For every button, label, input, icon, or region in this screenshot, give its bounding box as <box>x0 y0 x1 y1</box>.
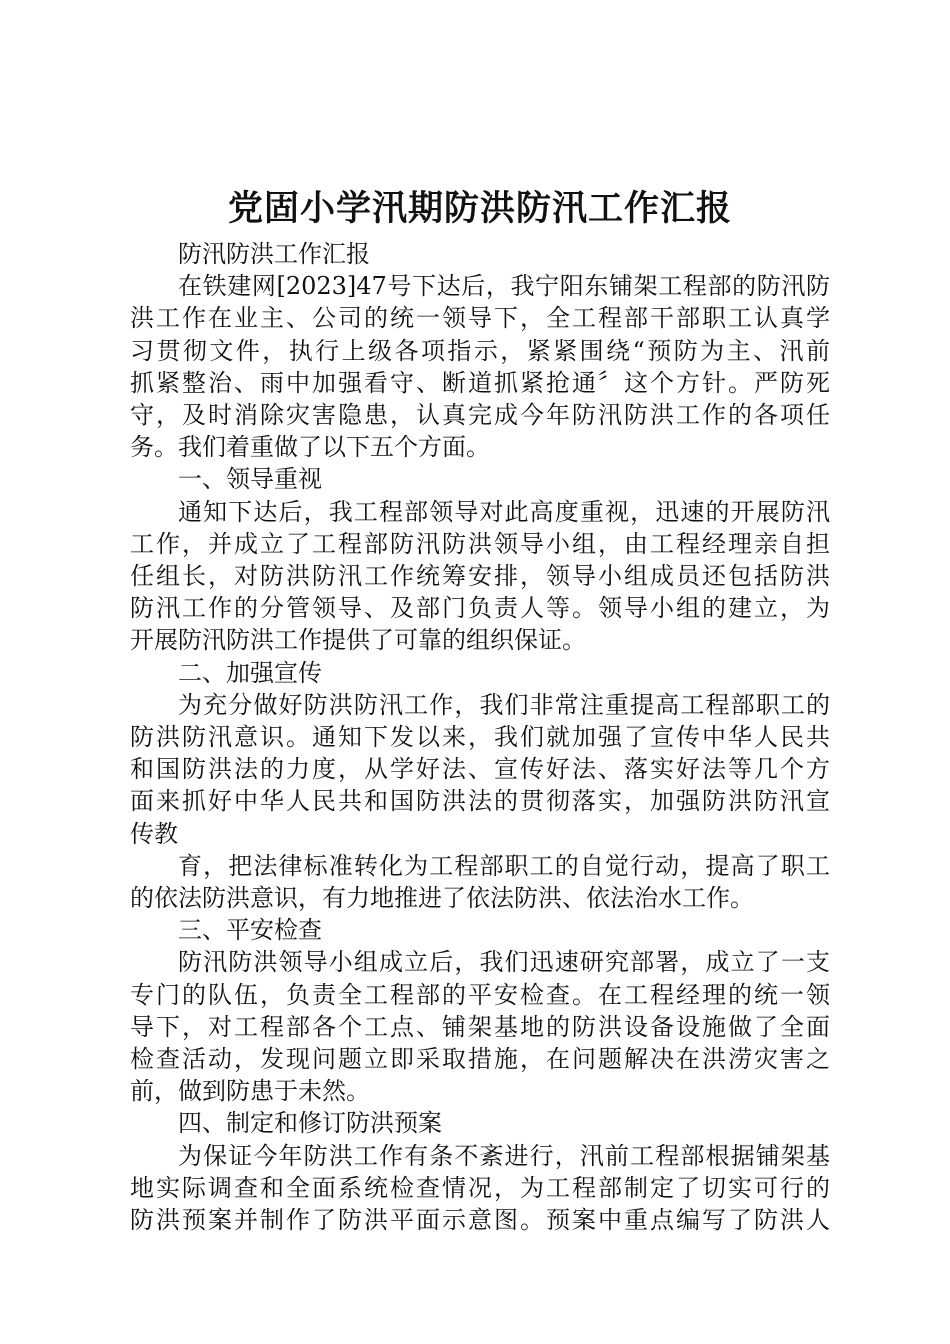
text-line: 的依法防洪意识，有力地推进了依法防洪、依法治水工作。 <box>130 884 754 913</box>
text-line: 前，做到防患于未然。 <box>130 1077 370 1106</box>
text-line: 在铁建网[2023]47号下达后，我宁阳东铺架工程部的防汛防 <box>178 272 830 301</box>
text-line: 工作，并成立了工程部防汛防洪领导小组，由工程经理亲自担 <box>130 529 830 558</box>
text-line: 守，及时消除灾害隐患，认真完成今年防汛防洪工作的各项任 <box>130 401 830 430</box>
text-line: 一、领导重视 <box>178 465 322 494</box>
text-line: 洪工作在业主、公司的统一领导下，全工程部干部职工认真学 <box>130 304 830 333</box>
text-line: 防汛工作的分管领导、及部门负责人等。领导小组的建立，为 <box>130 594 830 623</box>
text-line: 二、加强宣传 <box>178 658 322 687</box>
text-line: 习贯彻文件，执行上级各项指示，紧紧围绕“预防为主、汛前 <box>130 336 830 365</box>
text-line: 专门的队伍，负责全工程部的平安检查。在工程经理的统一领 <box>130 980 830 1009</box>
document-title: 党固小学汛期防洪防汛工作汇报 <box>227 188 732 229</box>
text-line: 面来抓好中华人民共和国防洪法的贯彻落实，加强防洪防汛宣 <box>130 787 830 816</box>
text-line: 防汛防洪领导小组成立后，我们迅速研究部署，成立了一支 <box>178 948 830 977</box>
text-line: 传教 <box>130 819 178 848</box>
text-line: 导下，对工程部各个工点、铺架基地的防洪设备设施做了全面 <box>130 1012 830 1041</box>
text-line: 为充分做好防洪防汛工作，我们非常注重提高工程部职工的 <box>178 690 830 719</box>
text-line: 防汛防洪工作汇报 <box>178 240 370 268</box>
text-line: 通知下达后，我工程部领导对此高度重视，迅速的开展防汛 <box>178 497 830 526</box>
text-line: 育，把法律标准转化为工程部职工的自觉行动，提高了职工 <box>178 851 830 880</box>
document-body <box>130 238 830 1236</box>
text-line: 三、平安检查 <box>178 916 322 945</box>
text-line: 防洪预案并制作了防洪平面示意图。预案中重点编写了防洪人 <box>130 1206 830 1235</box>
text-line: 检查活动，发现问题立即采取措施，在问题解决在洪涝灾害之 <box>130 1045 830 1074</box>
text-line: 抓紧整治、雨中加强看守、断道抓紧抢通〞这个方针。严防死 <box>130 368 830 397</box>
document-page <box>130 182 830 1236</box>
text-line: 四、制定和修订防洪预案 <box>178 1109 442 1138</box>
text-line: 任组长，对防洪防汛工作统筹安排，领导小组成员还包括防洪 <box>130 562 830 591</box>
text-line: 务。我们着重做了以下五个方面。 <box>130 433 490 462</box>
text-line: 地实际调查和全面系统检查情况，为工程部制定了切实可行的 <box>130 1173 830 1202</box>
text-line: 和国防洪法的力度，从学好法、宣传好法、落实好法等几个方 <box>130 755 830 784</box>
text-line: 开展防汛防洪工作提供了可靠的组织保证。 <box>130 626 586 655</box>
text-line: 防洪防汛意识。通知下发以来，我们就加强了宣传中华人民共 <box>130 723 830 752</box>
text-line: 为保证今年防洪工作有条不紊进行，汛前工程部根据铺架基 <box>178 1141 830 1170</box>
